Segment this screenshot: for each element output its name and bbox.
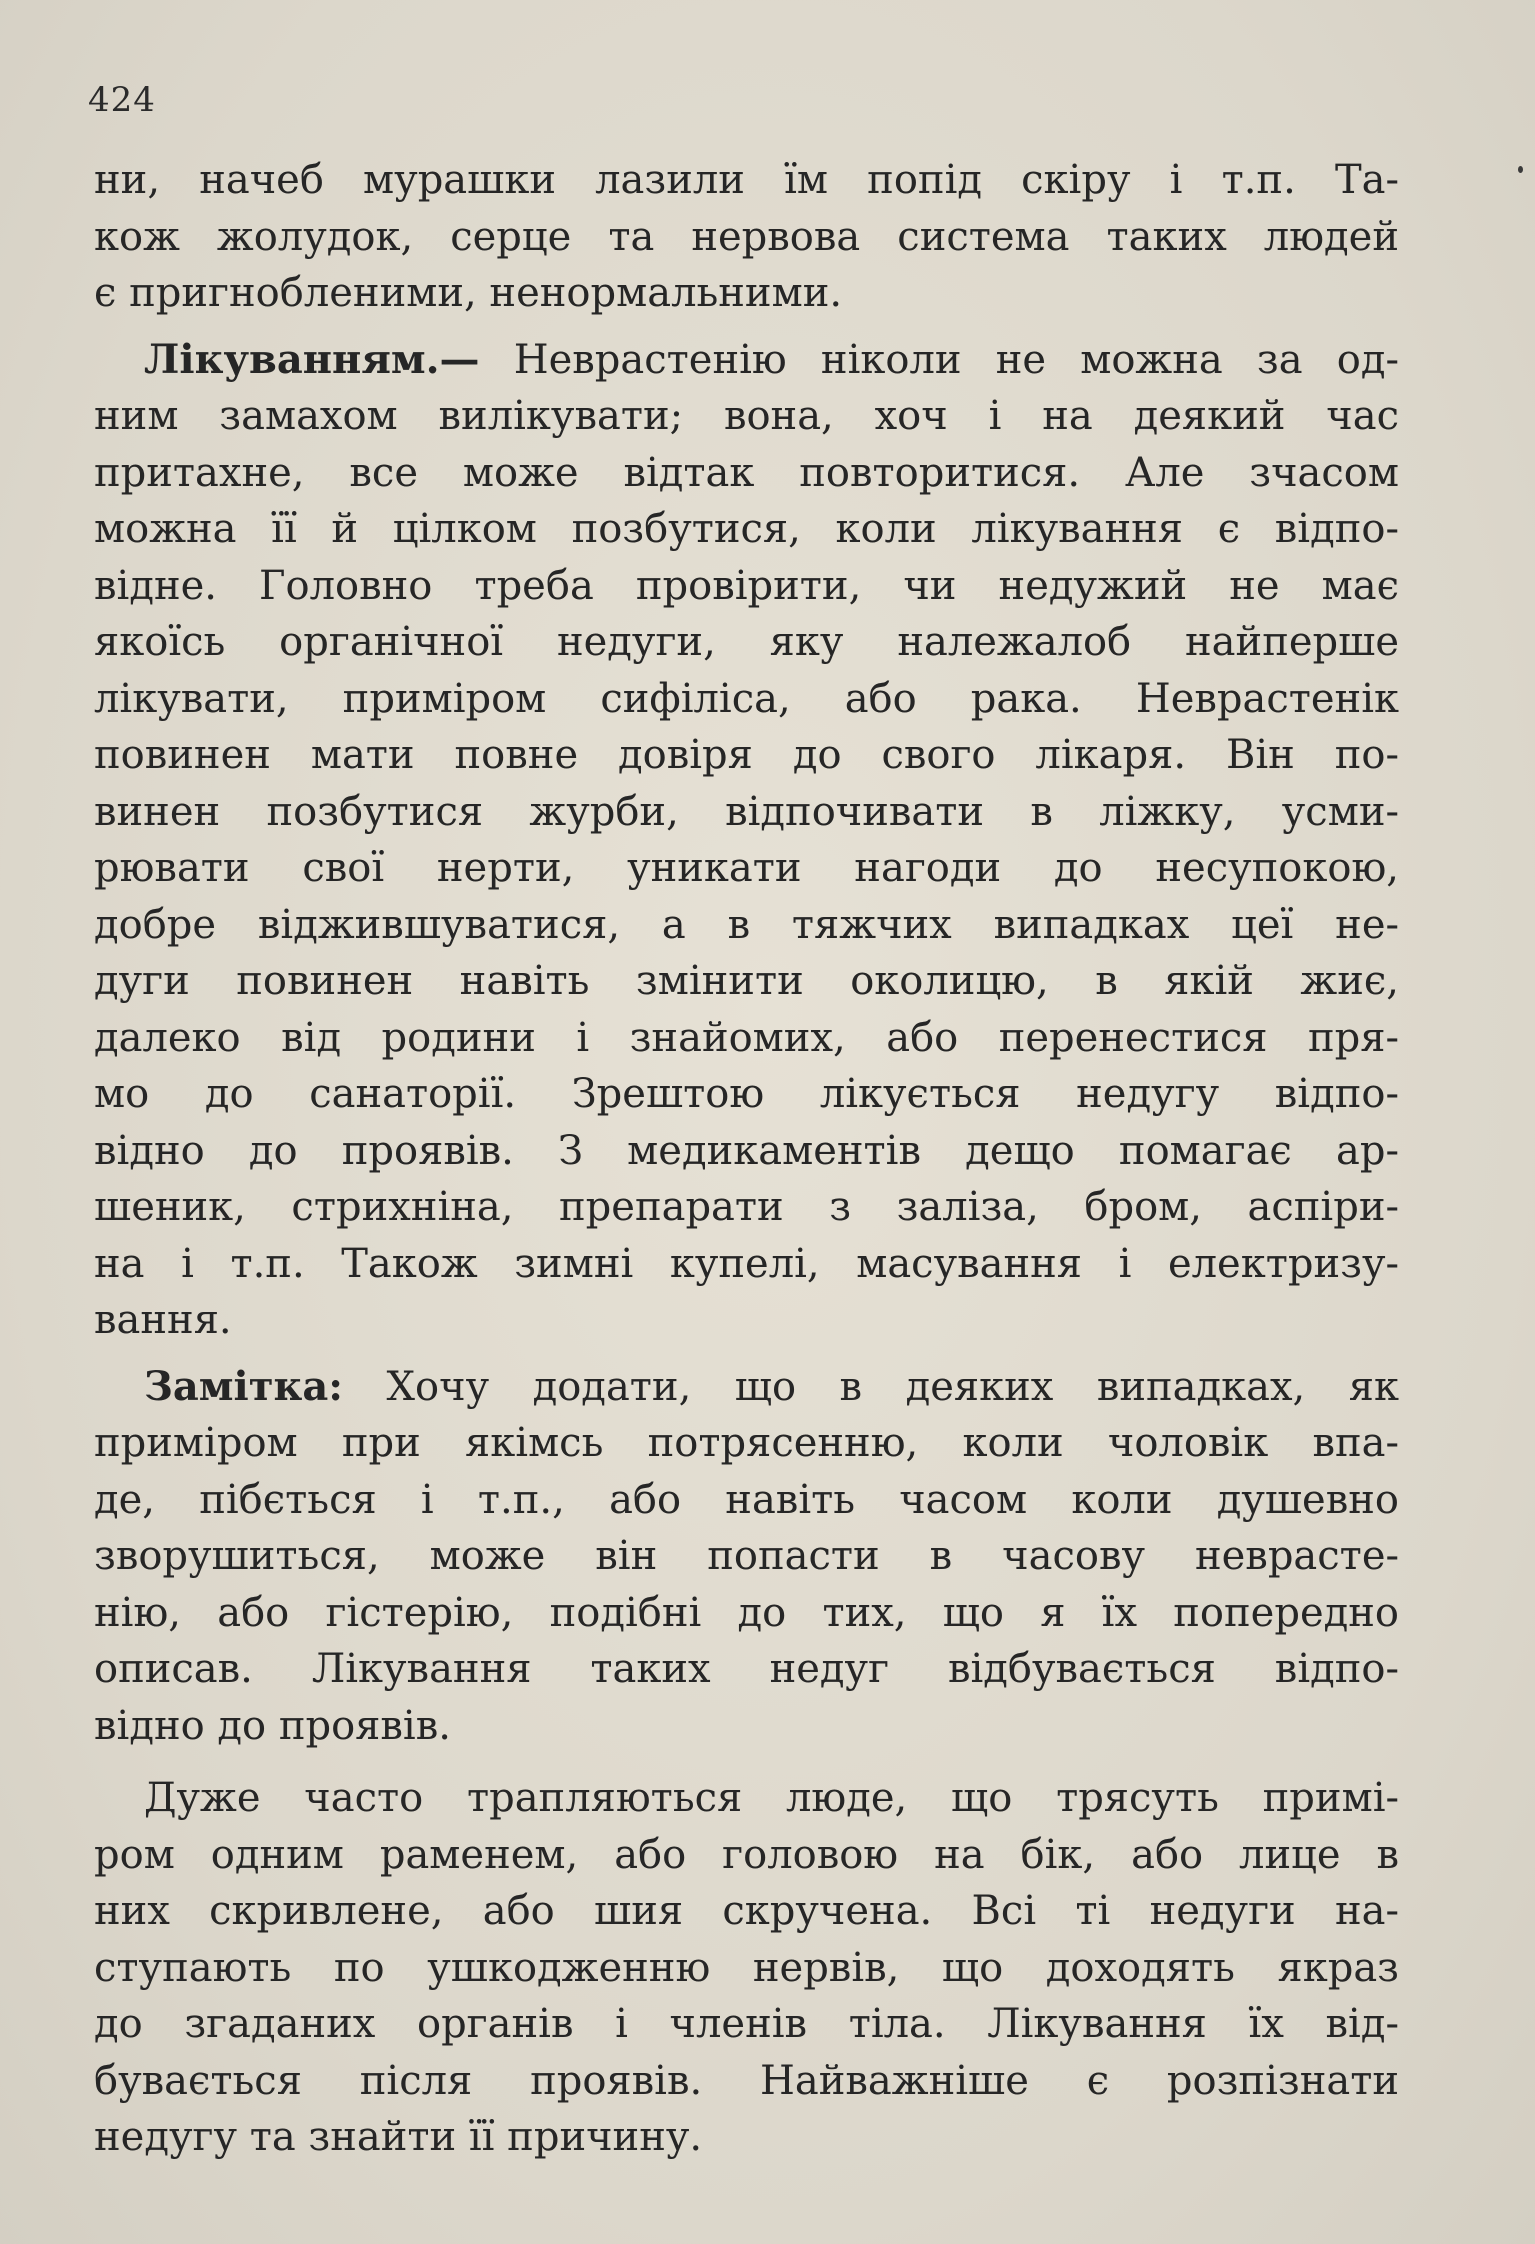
paragraph-continuation bbox=[94, 152, 1399, 322]
text-line: вання. bbox=[94, 1297, 232, 1343]
text-line: є пригнобленими, ненормальними. bbox=[94, 270, 843, 316]
text-line: зворушиться, може він попасти в часову неврасте- bbox=[94, 1533, 1399, 1579]
text-line: ступають по ушкодженню нервів, що доходять якраз bbox=[94, 1944, 1399, 1991]
text-line: притахне, все може відтак повторитися. Але зчасом bbox=[94, 449, 1399, 496]
text-line: Дуже часто трапляються люде, що трясуть примі- bbox=[144, 1775, 1399, 1821]
text-line: них скривлене, або шия скручена. Всі ті недуги на- bbox=[94, 1888, 1399, 1934]
text-line: ни, начеб мурашки лазили їм попід скіру і т.п. Та- bbox=[94, 157, 1399, 203]
text-line: лікувати, приміром сифіліса, або рака. Неврастенік bbox=[94, 675, 1399, 722]
text-line: дуги повинен навіть змінити околицю, в якій жиє, bbox=[94, 958, 1399, 1004]
text-line: ром одним раменем, або головою на бік, або лице в bbox=[94, 1831, 1399, 1878]
text-line: кож жолудок, серце та нервова система таких людей bbox=[94, 213, 1399, 260]
text-line: де, пібється і т.п., або навіть часом коли душевно bbox=[94, 1476, 1399, 1523]
text-line: на і т.п. Також зимні купелі, масування і електризу- bbox=[94, 1240, 1399, 1287]
text-line: бувається після проявів. Найважніше є розпізнати bbox=[94, 2057, 1399, 2104]
text-line: до згаданих органів і членів тіла. Лікування їх від- bbox=[94, 2001, 1399, 2047]
text-line: ним замахом вилікувати; вона, хоч і на деякий час bbox=[94, 393, 1399, 439]
text-line: добре віджившуватися, а в тяжчих випадках цеї не- bbox=[94, 901, 1399, 948]
page-number: 424 bbox=[88, 80, 156, 120]
text-line: відно до проявів. bbox=[94, 1702, 451, 1749]
text-line: нію, або гістерію, подібні до тих, що я їх попередно bbox=[94, 1589, 1399, 1636]
text-fragment: Неврастенію ніколи не можна за од- bbox=[479, 336, 1399, 383]
text-line: недугу та знайти її причину. bbox=[94, 2114, 703, 2160]
text-line bbox=[94, 332, 1399, 389]
text-line: описав. Лікування таких недуг відбувається відпо- bbox=[94, 1646, 1399, 1692]
text-line: шеник, стрихніна, препарати з заліза, бром, аспіри- bbox=[94, 1184, 1399, 1230]
text-line: відне. Головно треба провірити, чи недужий не має bbox=[94, 562, 1399, 609]
body-text bbox=[94, 152, 1399, 2166]
text-line: повинен мати повне довіря до свого лікаря. Він по- bbox=[94, 732, 1399, 778]
text-line: рювати свої нерти, уникати нагоди до несупокою, bbox=[94, 845, 1399, 891]
section-lead-note: Замітка: bbox=[144, 1362, 344, 1410]
text-line: можна її й цілком позбутися, коли лікування є відпо- bbox=[94, 506, 1399, 552]
text-line: відно до проявів. З медикаментів дещо помагає ар- bbox=[94, 1127, 1399, 1174]
text-line bbox=[94, 1359, 1399, 1416]
text-line: винен позбутися журби, відпочивати в ліжку, усми- bbox=[94, 788, 1399, 835]
paragraph-treatment bbox=[94, 332, 1399, 1349]
text-line: мо до санаторії. Зрештою лікується недугу відпо- bbox=[94, 1071, 1399, 1117]
ink-speck bbox=[1518, 166, 1523, 173]
paragraph-nerve-damage bbox=[94, 1770, 1399, 2166]
section-lead-treatment: Лікуванням.— bbox=[144, 335, 480, 383]
paragraph-note bbox=[94, 1359, 1399, 1755]
text-line: якоїсь органічної недуги, яку належалоб найперше bbox=[94, 619, 1399, 665]
text-fragment: Хочу додати, що в деяких випадках, як bbox=[343, 1363, 1399, 1410]
text-line: далеко від родини і знайомих, або перенестися пря- bbox=[94, 1014, 1399, 1061]
text-line: приміром при якімсь потрясенню, коли чоловік впа- bbox=[94, 1420, 1399, 1466]
